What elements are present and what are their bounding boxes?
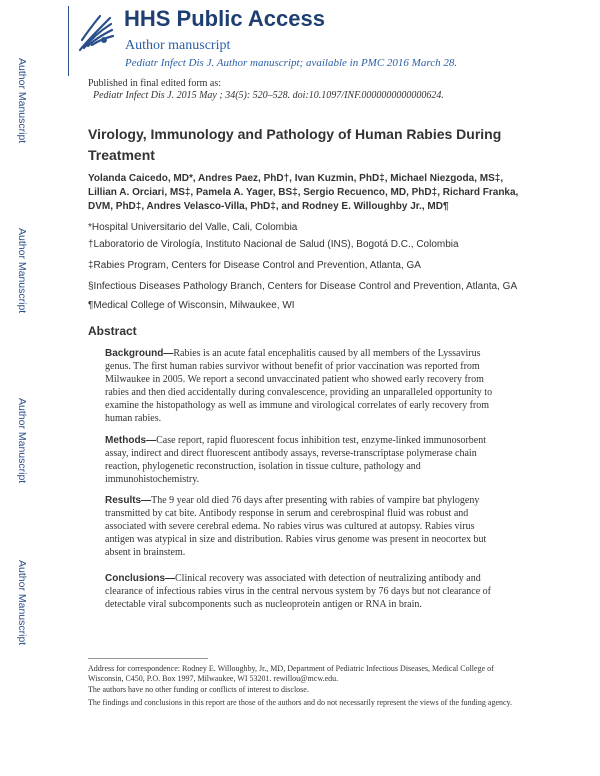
author-list: Yolanda Caicedo, MD*, Andres Paez, PhD†, Ivan Kuzmin, PhD‡, Michael Niezgoda, MS‡, Lillian A. Orciari, MS‡, Pamela A. Yager, BS‡, Sergio Recuenco, MD, PhD‡, Richard Franka, DVM, PhD‡, Andres Velasco-Villa, PhD‡, and Rodney E. Willoughby Jr., MD¶ [88, 173, 519, 212]
header-citation: Pediatr Infect Dis J. Author manuscript; available in PMC 2016 March 28. [125, 57, 458, 69]
footnote-divider [88, 658, 208, 659]
publication-note: Published in final edited form as: [88, 78, 222, 89]
abstract-background [105, 347, 505, 425]
sidebar-label: Author Manuscript [16, 398, 28, 484]
section-label: Results— [105, 495, 152, 506]
header-subtitle: Author manuscript [125, 38, 231, 53]
footnote-disclaimer: The findings and conclusions in this report are those of the authors and do not necessarily represent the views of the funding agency. [88, 698, 513, 707]
sidebar [0, 0, 60, 776]
footnote-funding: The authors have no other funding or conflicts of interest to disclose. [88, 685, 309, 694]
abstract-results [105, 494, 505, 559]
abstract-methods [105, 434, 505, 486]
abstract-conclusions [105, 572, 505, 611]
affiliation: *Hospital Universitario del Valle, Cali, Colombia [88, 222, 298, 233]
header-title: HHS Public Access [124, 6, 325, 31]
footnote-correspondence: Address for correspondence: Rodney E. Willoughby, Jr., MD, Department of Pediatric Infectious Diseases, Medical College of Wisconsin, C450, P.O. Box 1997, Milwaukee, WI 53201. rewillou@mcw.edu. [88, 664, 494, 683]
affiliation: §Infectious Diseases Pathology Branch, Centers for Disease Control and Prevention, Atlanta, GA [88, 281, 518, 292]
section-text: Rabies is an acute fatal encephalitis caused by all members of the Lyssavirus genus. The first human rabies survivor without benefit of prior vaccination was reported from Milwaukee in 2005. We report a second unvaccinated patient who showed early recovery from rabies and then died accidentally during convalescence, providing an unparalleled opportunity to examine the histopathology as well as immune and virological correlates of early recovery from human rabies. [105, 348, 493, 424]
paper-title: Virology, Immunology and Pathology of Human Rabies During Treatment [88, 126, 502, 163]
sidebar-label: Author Manuscript [16, 560, 28, 646]
section-label: Background— [105, 348, 174, 359]
section-text: The 9 year old died 76 days after presenting with rabies of vampire bat phylogeny transmitted by cat bite. Antibody response in serum and cerebrospinal fluid was robust and associated with severe cerebral edema. No rabies virus was cultured at autopsy. Rabies virus antigen was atypical in size and distribution. Rabies virus genome was present in neocortex but absent in brainstem. [105, 495, 487, 558]
sidebar-label: Author Manuscript [16, 58, 28, 144]
section-label: Methods— [105, 435, 157, 446]
section-label: Conclusions— [105, 573, 176, 584]
section-text: Case report, rapid fluorescent focus inhibition test, enzyme-linked immunosorbent assay, indirect and direct fluorescent antibody assays, reverse-transcriptase polymerase chain reaction, phylogenetic reconstruction, isolation in tissue culture, pathology and immunohistochemistry. [105, 435, 487, 485]
publication-citation [93, 90, 444, 101]
header-divider [68, 6, 69, 76]
affiliation: ¶Medical College of Wisconsin, Milwaukee, WI [88, 300, 295, 311]
abstract-heading: Abstract [88, 324, 137, 338]
section-text: Clinical recovery was associated with detection of neutralizing antibody and clearance of infectious rabies virus in the central nervous system by 76 days but not clearance of detectable viral subcomponents such as nucleoprotein antigen or RNA in brain. [105, 573, 491, 610]
affiliation: ‡Rabies Program, Centers for Disease Control and Prevention, Atlanta, GA [88, 260, 421, 271]
affiliation: †Laboratorio de Virología, Instituto Nacional de Salud (INS), Bogotá D.C., Colombia [88, 239, 459, 250]
sidebar-label: Author Manuscript [16, 228, 28, 314]
publication-citation-text: Pediatr Infect Dis J. 2015 May ; 34(5): 520–528. doi:10.1097/INF.0000000000000624. [93, 90, 444, 101]
hhs-eagle-logo-icon [74, 10, 116, 56]
